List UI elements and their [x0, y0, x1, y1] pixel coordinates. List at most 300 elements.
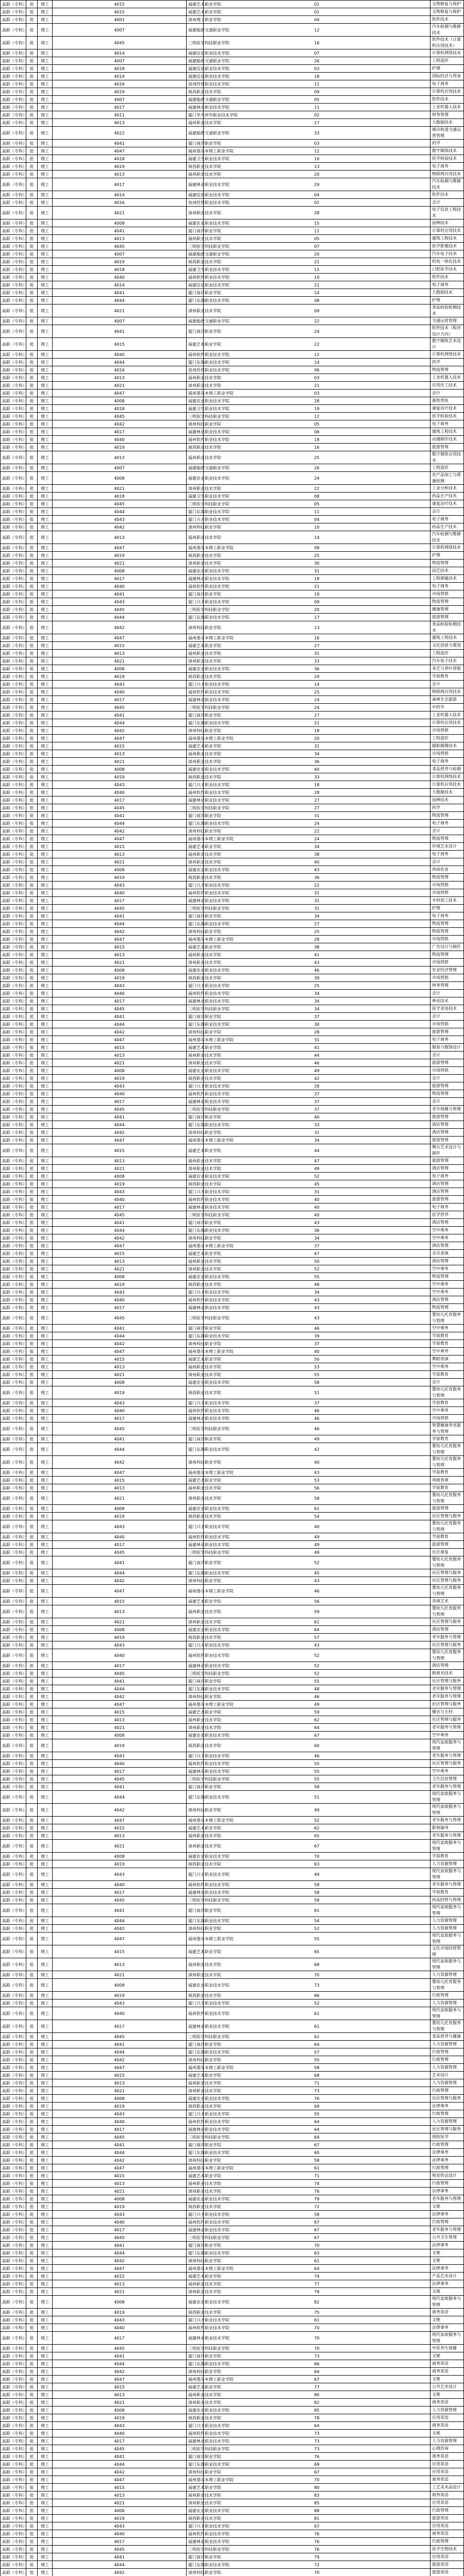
cell-major-name: 木材加工技术	[430, 897, 464, 905]
table-row	[1, 2445, 464, 2453]
cell-school-name: 福建农业职业技术学院	[187, 1173, 204, 1180]
cell-batch: 批	[26, 444, 38, 451]
cell-major-name: 电子商务	[430, 163, 464, 171]
cell-batch: 批	[26, 57, 38, 65]
cell-school-code: 4041	[53, 1219, 187, 1227]
cell-batch: 批	[26, 1304, 38, 1312]
cell-school-name: 福州职业技术学院	[187, 1052, 204, 1059]
cell-level: 高职（专科）	[1, 835, 26, 843]
cell-batch: 批	[26, 325, 38, 338]
table-row	[1, 1693, 464, 1701]
cell-level: 高职（专科）	[1, 1005, 26, 1013]
table-row	[1, 140, 464, 147]
cell-major-name: 酒店管理	[430, 1219, 464, 1227]
table-row	[1, 1569, 464, 1577]
cell-category: 理工	[38, 1090, 53, 1098]
cell-major-name: 旅游英语	[430, 2569, 464, 2576]
cell-school-code: 4019	[53, 2414, 187, 2422]
cell-school-name: 福州墨尔本理工职业学院	[187, 634, 204, 642]
cell-category: 理工	[38, 665, 53, 673]
cell-school-code: 4021	[53, 1265, 187, 1273]
table-row	[1, 2492, 464, 2499]
cell-level: 高职（专科）	[1, 111, 26, 119]
cell-school-code: 4043	[53, 1188, 187, 1196]
cell-school-name: 福建艺术职业学院	[187, 642, 204, 650]
cell-major-name: 社区管理与服务	[430, 2126, 464, 2133]
cell-level: 高职（专科）	[1, 2553, 26, 2561]
cell-school-code: 4043	[53, 982, 187, 990]
cell-school-code: 4008	[53, 1067, 187, 1075]
cell-school-name: 漳州职业技术学院	[187, 304, 204, 317]
cell-school-code: 4043	[53, 1289, 187, 1296]
cell-batch: 批	[26, 928, 38, 936]
cell-school-name: 福建艺术职业学院	[187, 338, 204, 351]
table-row	[1, 1791, 464, 1804]
cell-batch: 批	[26, 338, 38, 351]
cell-batch: 批	[26, 2332, 38, 2345]
cell-major-code: 22	[204, 485, 430, 493]
cell-major-name: 旅游管理	[430, 1505, 464, 1513]
cell-school-name: 福州软件职业技术学院	[187, 688, 204, 696]
cell-school-code: 4001	[53, 16, 187, 24]
cell-category: 理工	[38, 413, 53, 420]
cell-major-code: 70	[204, 1971, 430, 1979]
cell-school-name: 福州职业技术学院	[187, 1258, 204, 1265]
cell-batch: 批	[26, 606, 38, 614]
cell-major-code: 31	[204, 812, 430, 820]
cell-school-code: 4013	[53, 1363, 187, 1371]
cell-category: 理工	[38, 1332, 53, 1340]
cell-batch: 批	[26, 508, 38, 516]
table-row	[1, 796, 464, 804]
cell-school-name: 厦门兴才职业技术学院	[187, 781, 204, 789]
cell-major-code: 50	[204, 1355, 430, 1363]
cell-level: 高职（专科）	[1, 1422, 26, 1435]
cell-school-code: 4018	[53, 155, 187, 163]
table-row	[1, 1106, 464, 1113]
cell-batch: 批	[26, 493, 38, 500]
cell-major-code: 46	[204, 1585, 430, 1598]
cell-batch: 批	[26, 1505, 38, 1513]
cell-school-code: 4041	[53, 1113, 187, 1121]
cell-batch: 批	[26, 2538, 38, 2546]
cell-major-code: 34	[204, 1137, 430, 1144]
cell-school-name: 厦门兴才职业技术学院	[187, 1641, 204, 1649]
cell-major-name: 老年服务与管理	[430, 1783, 464, 1791]
cell-level: 高职（专科）	[1, 1204, 26, 1211]
cell-school-name: 福州软件职业技术学院	[187, 1090, 204, 1098]
cell-level: 高职（专科）	[1, 1340, 26, 1348]
cell-school-name: 福州职业技术学院	[187, 2180, 204, 2188]
cell-school-code: 4015	[53, 1, 187, 8]
cell-major-code: 58	[204, 1379, 430, 1386]
cell-major-name: 空中乘务	[430, 1265, 464, 1273]
table-row	[1, 1824, 464, 1832]
cell-category: 理工	[38, 366, 53, 374]
table-row	[1, 974, 464, 982]
cell-batch: 批	[26, 1641, 38, 1649]
cell-school-code: 4019	[53, 2103, 187, 2110]
cell-school-name: 厦门东海职业技术学院	[187, 2360, 204, 2368]
cell-school-name: 福建艺术职业学院	[187, 2383, 204, 2391]
cell-category: 理工	[38, 2368, 53, 2376]
cell-level: 高职（专科）	[1, 2484, 26, 2492]
cell-major-code: 21	[204, 382, 430, 389]
cell-school-code: 4040	[53, 789, 187, 796]
cell-level: 高职（专科）	[1, 634, 26, 642]
cell-batch: 批	[26, 1386, 38, 1399]
cell-level: 高职（专科）	[1, 2445, 26, 2453]
cell-school-code: 4015	[53, 1250, 187, 1258]
cell-major-name: 空中乘务	[430, 1348, 464, 1355]
cell-category: 理工	[38, 1052, 53, 1059]
cell-major-code: 18	[204, 575, 430, 583]
cell-school-code: 4044	[53, 1685, 187, 1693]
table-row	[1, 1211, 464, 1219]
cell-school-code: 4044	[53, 920, 187, 928]
cell-category: 理工	[38, 2164, 53, 2172]
table-row	[1, 851, 464, 858]
cell-school-code: 4041	[53, 2141, 187, 2149]
cell-school-name: 厦门东海职业技术学院	[187, 2561, 204, 2569]
table-row	[1, 2332, 464, 2345]
cell-school-code: 4019	[53, 773, 187, 781]
table-row	[1, 1098, 464, 1106]
cell-batch: 批	[26, 719, 38, 727]
cell-level: 高职（专科）	[1, 1173, 26, 1180]
cell-school-name: 闽西职业技术学院	[187, 88, 204, 96]
cell-category: 理工	[38, 1180, 53, 1188]
cell-school-name: 福州软件职业技术学院	[187, 1533, 204, 1541]
cell-school-code: 4042	[53, 827, 187, 835]
table-row	[1, 912, 464, 920]
cell-major-name: 中医养生保健	[430, 2345, 464, 2352]
cell-level: 高职（专科）	[1, 1701, 26, 1708]
cell-major-name: 学前教育	[430, 673, 464, 681]
cell-major-name: 服装与服饰设计	[430, 1044, 464, 1052]
cell-major-code: 69	[204, 2461, 430, 2468]
cell-school-code: 4041	[53, 912, 187, 920]
cell-major-name: 物流管理	[430, 874, 464, 882]
cell-school-name: 福州职业技术学院	[187, 2079, 204, 2087]
cell-major-code: 05	[204, 500, 430, 508]
cell-school-name: 福建农业职业技术学院	[187, 472, 204, 485]
cell-category: 理工	[38, 544, 53, 552]
cell-category: 理工	[38, 2007, 53, 2020]
cell-major-name: 旅游管理	[430, 1196, 464, 1204]
cell-school-name: 福建艺术职业学院	[187, 2172, 204, 2180]
cell-major-name: 汽车电子技术	[430, 657, 464, 665]
cell-level: 高职（专科）	[1, 1832, 26, 1840]
cell-category: 理工	[38, 219, 53, 227]
cell-school-code: 4021	[53, 1724, 187, 1732]
cell-category: 理工	[38, 1925, 53, 1933]
cell-level: 高职（专科）	[1, 199, 26, 207]
cell-category: 理工	[38, 243, 53, 250]
table-row	[1, 1363, 464, 1371]
cell-batch: 批	[26, 2087, 38, 2095]
cell-school-code: 4040	[53, 351, 187, 359]
cell-school-code: 4042	[53, 1234, 187, 1242]
cell-level: 高职（专科）	[1, 243, 26, 250]
cell-school-code: 4013	[53, 2280, 187, 2288]
cell-category: 理工	[38, 2249, 53, 2257]
cell-category: 理工	[38, 1817, 53, 1824]
cell-school-code: 4040	[53, 2530, 187, 2538]
cell-major-code: 12	[204, 351, 430, 359]
cell-major-code: 12	[204, 24, 430, 37]
cell-school-name: 福建农业职业技术学院	[187, 219, 204, 227]
cell-school-name: 福州软件职业技术学院	[187, 436, 204, 444]
cell-school-name: 闽西职业技术学院	[187, 1739, 204, 1752]
cell-batch: 批	[26, 163, 38, 171]
cell-major-name: 物流管理	[430, 1304, 464, 1312]
cell-level: 高职（专科）	[1, 1165, 26, 1173]
cell-category: 理工	[38, 1708, 53, 1716]
cell-major-code: 16	[204, 634, 430, 642]
cell-level: 高职（专科）	[1, 2087, 26, 2095]
cell-major-code: 70	[204, 2569, 430, 2576]
cell-category: 理工	[38, 621, 53, 634]
cell-batch: 批	[26, 2133, 38, 2141]
cell-school-code: 4041	[53, 289, 187, 297]
cell-batch: 批	[26, 1, 38, 8]
cell-major-name: 老年服务与管理	[430, 1724, 464, 1732]
cell-level: 高职（专科）	[1, 464, 26, 472]
cell-school-code: 4044	[53, 1021, 187, 1028]
cell-category: 理工	[38, 866, 53, 874]
cell-school-name: 漳州科技职业学院	[187, 2157, 204, 2164]
cell-school-code: 4007	[53, 24, 187, 37]
cell-school-code: 4021	[53, 1840, 187, 1853]
cell-school-name: 漳州科技职业学院	[187, 1129, 204, 1137]
cell-category: 理工	[38, 1556, 53, 1569]
cell-major-code: 71	[204, 2172, 430, 2180]
cell-category: 理工	[38, 1005, 53, 1013]
cell-category: 理工	[38, 1662, 53, 1670]
cell-batch: 批	[26, 621, 38, 634]
table-row	[1, 2376, 464, 2383]
cell-category: 理工	[38, 1775, 53, 1783]
cell-category: 理工	[38, 2280, 53, 2288]
cell-major-name: 商务英语	[430, 2453, 464, 2461]
cell-level: 高职（专科）	[1, 250, 26, 258]
cell-major-code: 11	[204, 508, 430, 516]
cell-major-code: 65	[204, 1945, 430, 1958]
cell-school-code: 4008	[53, 766, 187, 773]
cell-level: 高职（专科）	[1, 544, 26, 552]
cell-school-name: 三明医学科技职业学院	[187, 2445, 204, 2453]
cell-school-name: 三明医学科技职业学院	[187, 1775, 204, 1783]
cell-major-name: 现代家政服务与管理	[430, 1840, 464, 1853]
cell-level: 高职（专科）	[1, 2507, 26, 2515]
table-row	[1, 2249, 464, 2257]
cell-major-name: 酒店管理	[430, 1258, 464, 1265]
cell-major-name: 园艺技术	[430, 567, 464, 575]
cell-level: 高职（专科）	[1, 928, 26, 936]
cell-school-name: 闽西职业技术学院	[187, 552, 204, 560]
cell-school-name: 厦门南洋职业学院	[187, 2041, 204, 2048]
cell-major-name: 法律事务	[430, 2324, 464, 2332]
cell-major-code: 46	[204, 1407, 430, 1415]
cell-batch: 批	[26, 696, 38, 704]
cell-school-name: 厦门东海职业技术学院	[187, 1791, 204, 1804]
cell-major-code: 20	[204, 735, 430, 742]
cell-school-code: 4019	[53, 163, 187, 171]
cell-school-code: 4008	[53, 2095, 187, 2103]
cell-level: 高职（专科）	[1, 1569, 26, 1577]
cell-level: 高职（专科）	[1, 258, 26, 266]
cell-school-name: 厦门南洋职业学院	[187, 590, 204, 598]
cell-category: 理工	[38, 191, 53, 199]
cell-level: 高职（专科）	[1, 943, 26, 951]
cell-major-code: 88	[204, 2507, 430, 2515]
cell-category: 理工	[38, 804, 53, 812]
cell-school-code: 4047	[53, 2265, 187, 2273]
cell-batch: 批	[26, 997, 38, 1005]
cell-category: 理工	[38, 583, 53, 590]
cell-batch: 批	[26, 1701, 38, 1708]
cell-category: 理工	[38, 2118, 53, 2126]
cell-major-code: 62	[204, 1824, 430, 1832]
cell-level: 高职（专科）	[1, 773, 26, 781]
cell-school-name: 厦门东海职业技术学院	[187, 1121, 204, 1129]
cell-level: 高职（专科）	[1, 2296, 26, 2309]
cell-major-code: 36	[204, 758, 430, 766]
cell-major-name: 康复治疗技术	[430, 405, 464, 413]
cell-major-name: 食品检验检测技术	[430, 304, 464, 317]
cell-level: 高职（专科）	[1, 382, 26, 389]
cell-category: 理工	[38, 1204, 53, 1211]
cell-batch: 批	[26, 650, 38, 657]
cell-category: 理工	[38, 2064, 53, 2072]
cell-batch: 批	[26, 8, 38, 16]
cell-category: 理工	[38, 789, 53, 796]
cell-level: 高职（专科）	[1, 1605, 26, 1618]
cell-batch: 批	[26, 943, 38, 951]
cell-major-name: 旅游管理	[430, 444, 464, 451]
cell-major-name: 护理	[430, 552, 464, 560]
cell-school-name: 漳州职业技术学院	[187, 1971, 204, 1979]
cell-school-name: 漳州科技职业学院	[187, 1925, 204, 1933]
table-row	[1, 1752, 464, 1760]
cell-school-code: 4019	[53, 1992, 187, 1999]
cell-major-code: 55	[204, 1677, 430, 1685]
cell-category: 理工	[38, 1569, 53, 1577]
cell-batch: 批	[26, 1832, 38, 1840]
table-row	[1, 1036, 464, 1044]
cell-level: 高职（专科）	[1, 1804, 26, 1817]
cell-major-code: 55	[204, 2056, 430, 2064]
cell-major-name: 老年服务与管理	[430, 1752, 464, 1760]
cell-major-name: 学前教育	[430, 1889, 464, 1896]
cell-school-name: 闽西职业技术学院	[187, 974, 204, 982]
table-row	[1, 1840, 464, 1853]
cell-major-name: 人力资源管理	[430, 1999, 464, 2007]
cell-major-code: 18	[204, 73, 430, 80]
cell-major-code: 52	[204, 1649, 430, 1662]
cell-major-name: 空中乘务	[430, 1281, 464, 1289]
cell-batch: 批	[26, 1999, 38, 2007]
cell-school-code: 4047	[53, 936, 187, 943]
cell-school-code: 4013	[53, 531, 187, 544]
cell-major-code: 54	[204, 1513, 430, 1520]
cell-major-code: 70	[204, 2324, 430, 2332]
cell-batch: 批	[26, 1549, 38, 1556]
cell-school-name: 福建船政交通职业学院	[187, 464, 204, 472]
cell-major-name: 商务英语	[430, 2476, 464, 2484]
cell-level: 高职（专科）	[1, 665, 26, 673]
cell-school-code: 4047	[53, 1242, 187, 1250]
table-row	[1, 325, 464, 338]
cell-major-name: 行政管理	[430, 2538, 464, 2546]
cell-batch: 批	[26, 1917, 38, 1925]
cell-school-code: 4019	[53, 444, 187, 451]
cell-school-code: 4008	[53, 2507, 187, 2515]
cell-batch: 批	[26, 1281, 38, 1289]
cell-batch: 批	[26, 2056, 38, 2064]
cell-major-name: 现代家政服务与管理	[430, 1868, 464, 1881]
cell-school-name: 三明医学科技职业学院	[187, 1422, 204, 1435]
cell-major-code: 16	[204, 444, 430, 451]
cell-batch: 批	[26, 1768, 38, 1775]
table-row	[1, 1979, 464, 1992]
cell-major-name: 人力资源管理	[430, 2064, 464, 2072]
cell-batch: 批	[26, 366, 38, 374]
cell-major-code: 24	[204, 835, 430, 843]
cell-school-name: 厦门南洋职业学院	[187, 2453, 204, 2461]
cell-major-name: 药学	[430, 359, 464, 366]
cell-category: 理工	[38, 2538, 53, 2546]
cell-major-code: 37	[204, 1090, 430, 1098]
cell-category: 理工	[38, 1129, 53, 1137]
cell-level: 高职（专科）	[1, 2430, 26, 2437]
cell-school-name: 福州职业技术学院	[187, 1958, 204, 1971]
cell-major-name: 法律事务	[430, 2265, 464, 2273]
cell-school-code: 4043	[53, 781, 187, 789]
cell-school-name: 闽西职业技术学院	[187, 773, 204, 781]
cell-level: 高职（专科）	[1, 359, 26, 366]
cell-school-name: 漳州科技职业学院	[187, 827, 204, 835]
cell-batch: 批	[26, 1775, 38, 1783]
cell-level: 高职（专科）	[1, 2383, 26, 2391]
cell-major-code: 67	[204, 2376, 430, 2383]
table-row	[1, 57, 464, 65]
cell-major-name: 电子商务	[430, 820, 464, 827]
cell-category: 理工	[38, 127, 53, 140]
cell-level: 高职（专科）	[1, 750, 26, 758]
cell-major-name: 护理	[430, 65, 464, 73]
cell-level: 高职（专科）	[1, 2391, 26, 2399]
table-row	[1, 2079, 464, 2087]
table-row	[1, 696, 464, 704]
table-row	[1, 2118, 464, 2126]
cell-batch: 批	[26, 199, 38, 207]
table-row	[1, 405, 464, 413]
cell-category: 理工	[38, 1917, 53, 1925]
cell-category: 理工	[38, 2499, 53, 2507]
cell-school-code: 4017	[53, 178, 187, 191]
cell-major-name: 文秘	[430, 2430, 464, 2437]
cell-major-code: 37	[204, 1013, 430, 1021]
table-row	[1, 1443, 464, 1456]
table-row	[1, 1598, 464, 1605]
cell-major-code: 79	[204, 2195, 430, 2203]
table-row	[1, 1832, 464, 1840]
cell-batch: 批	[26, 2522, 38, 2530]
cell-major-code: 37	[204, 1340, 430, 1348]
cell-major-name: 旅游管理	[430, 1541, 464, 1549]
